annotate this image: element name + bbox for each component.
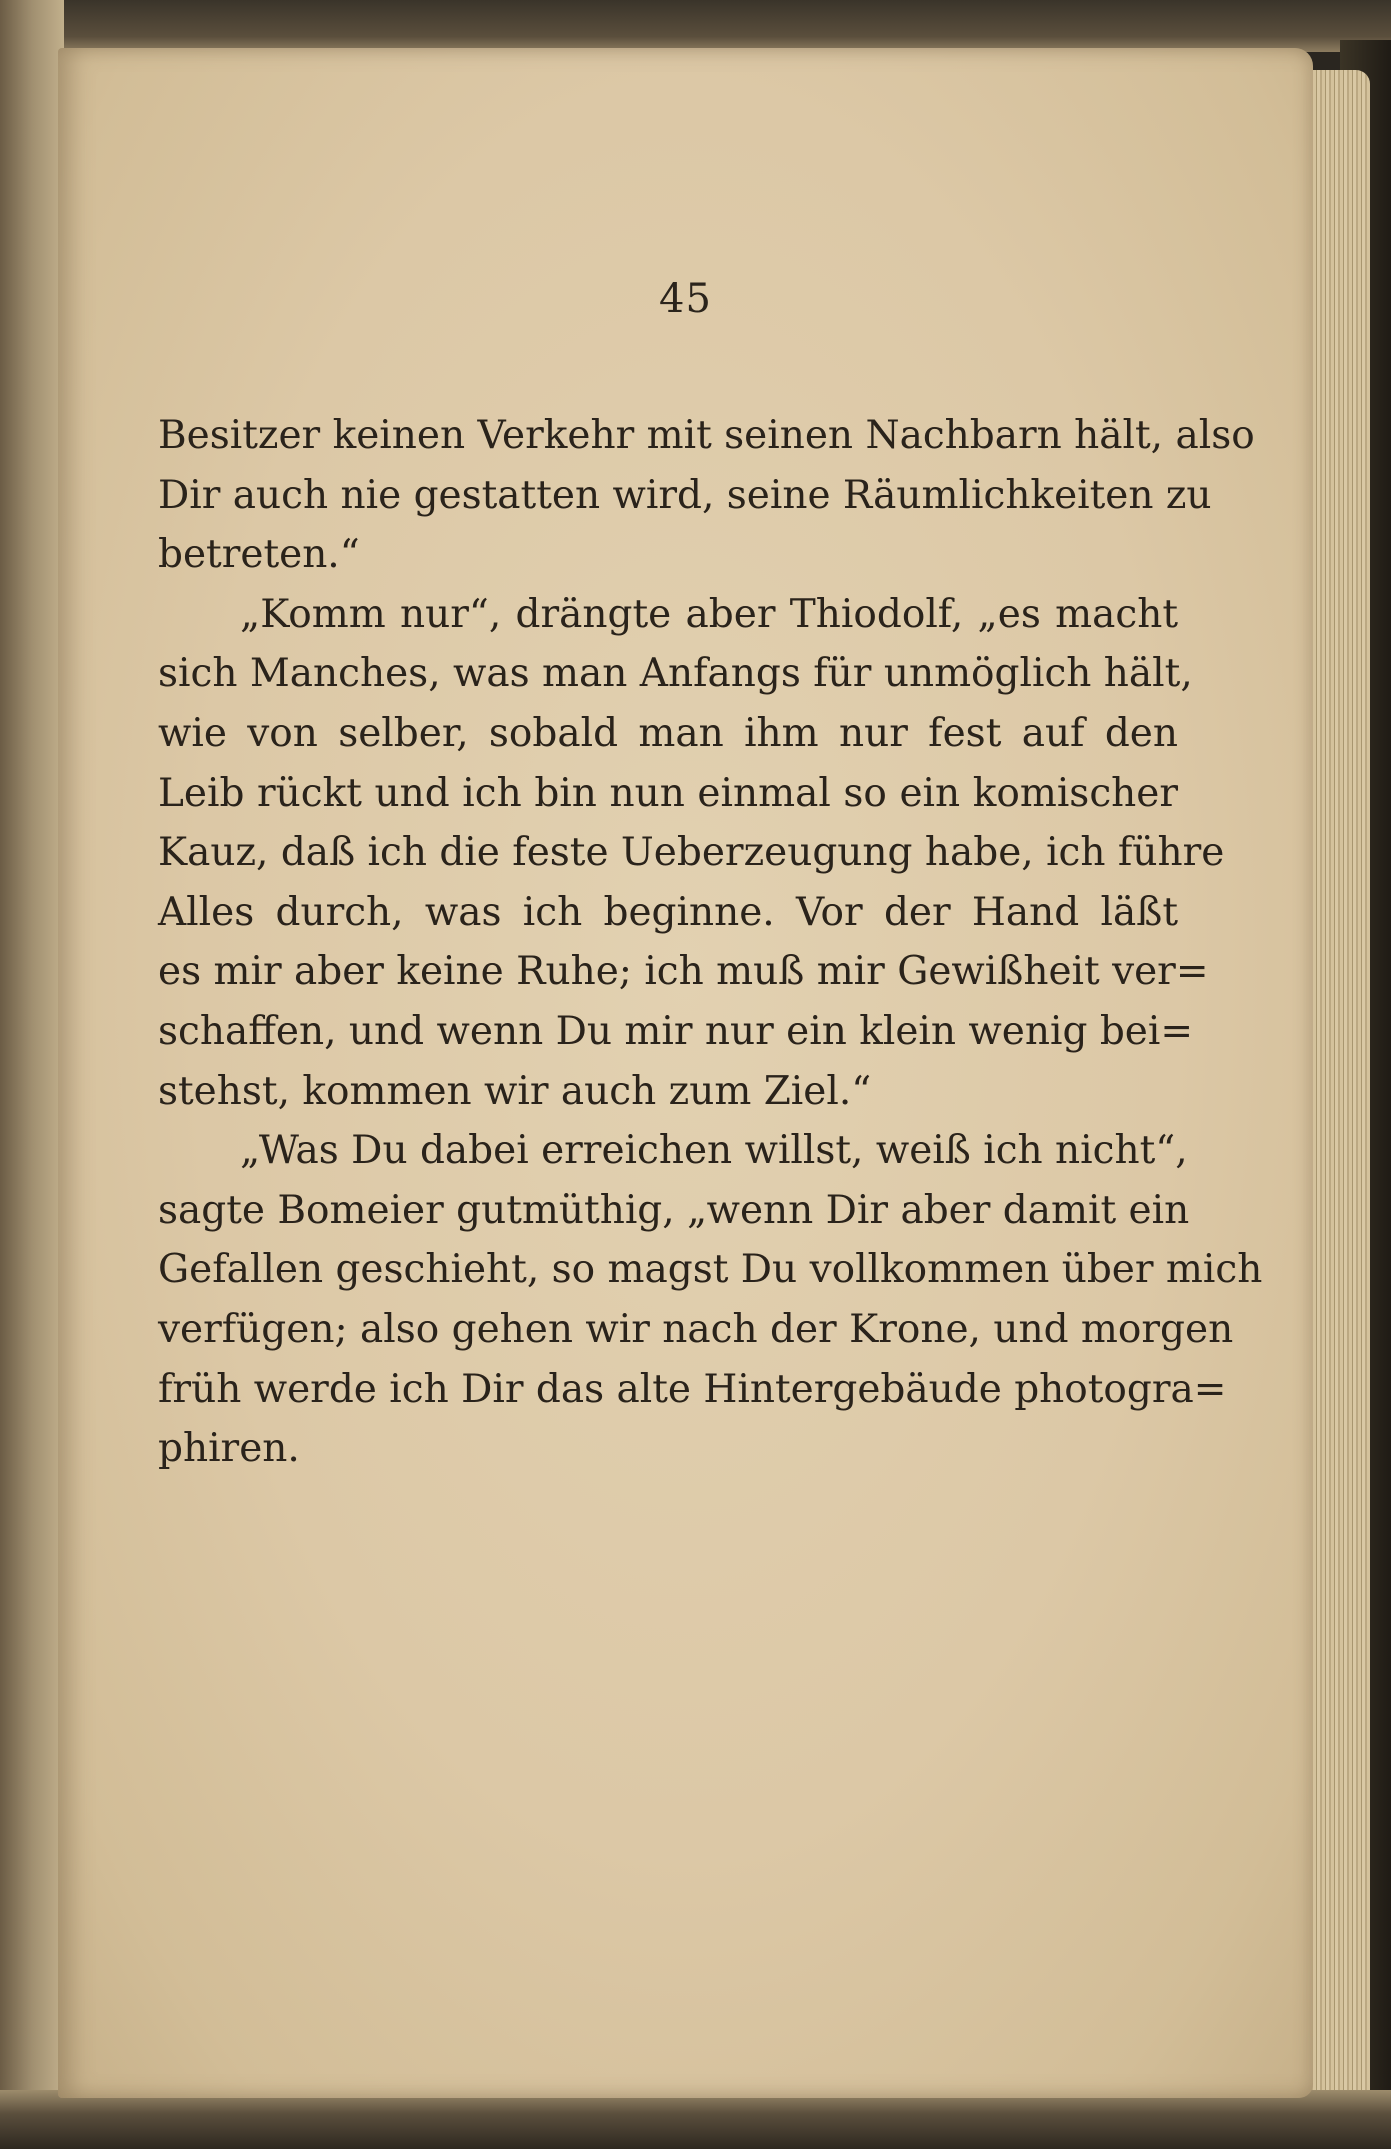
text-line: Alles durch, was ich beginne. Vor der Hand läßt <box>158 889 1178 935</box>
page-number: 45 <box>659 276 712 322</box>
text-line: Kauz, daß ich die feste Ueberzeugung habe, ich führe <box>158 830 1225 876</box>
text-line: „Komm nur“, drängte aber Thiodolf, „es macht <box>240 591 1178 637</box>
text-line: Dir auch nie gestatten wird, seine Räumlichkeiten zu <box>158 472 1212 518</box>
body-text <box>158 406 1263 1479</box>
text-line: stehst, kommen wir auch zum Ziel.“ <box>158 1068 872 1114</box>
book-binding <box>0 0 64 2149</box>
text-line: verfügen; also gehen wir nach der Krone, und morgen <box>158 1306 1234 1352</box>
text-line: Leib rückt und ich bin nun einmal so ein komischer <box>158 770 1178 816</box>
text-line: betreten.“ <box>158 532 360 578</box>
text-line: es mir aber keine Ruhe; ich muß mir Gewißheit ver= <box>158 949 1209 995</box>
text-line: Besitzer keinen Verkehr mit seinen Nachbarn hält, also <box>158 413 1255 458</box>
text-line: schaffen, und wenn Du mir nur ein klein wenig bei= <box>158 1008 1194 1054</box>
text-line: wie von selber, sobald man ihm nur fest auf den <box>158 710 1178 756</box>
text-line: sich Manches, was man Anfangs für unmöglich hält, <box>158 651 1193 697</box>
text-line: Gefallen geschieht, so magst Du vollkommen über mich <box>158 1247 1263 1293</box>
text-line: früh werde ich Dir das alte Hintergebäude photogra= <box>158 1366 1227 1412</box>
text-line: phiren. <box>158 1426 300 1472</box>
top-edge <box>0 0 1391 52</box>
bottom-edge <box>0 2090 1391 2149</box>
book-page <box>58 48 1313 2098</box>
text-line: „Was Du dabei erreichen willst, weiß ich nicht“, <box>240 1128 1188 1174</box>
text-line: sagte Bomeier gutmüthig, „wenn Dir aber damit ein <box>158 1187 1190 1233</box>
